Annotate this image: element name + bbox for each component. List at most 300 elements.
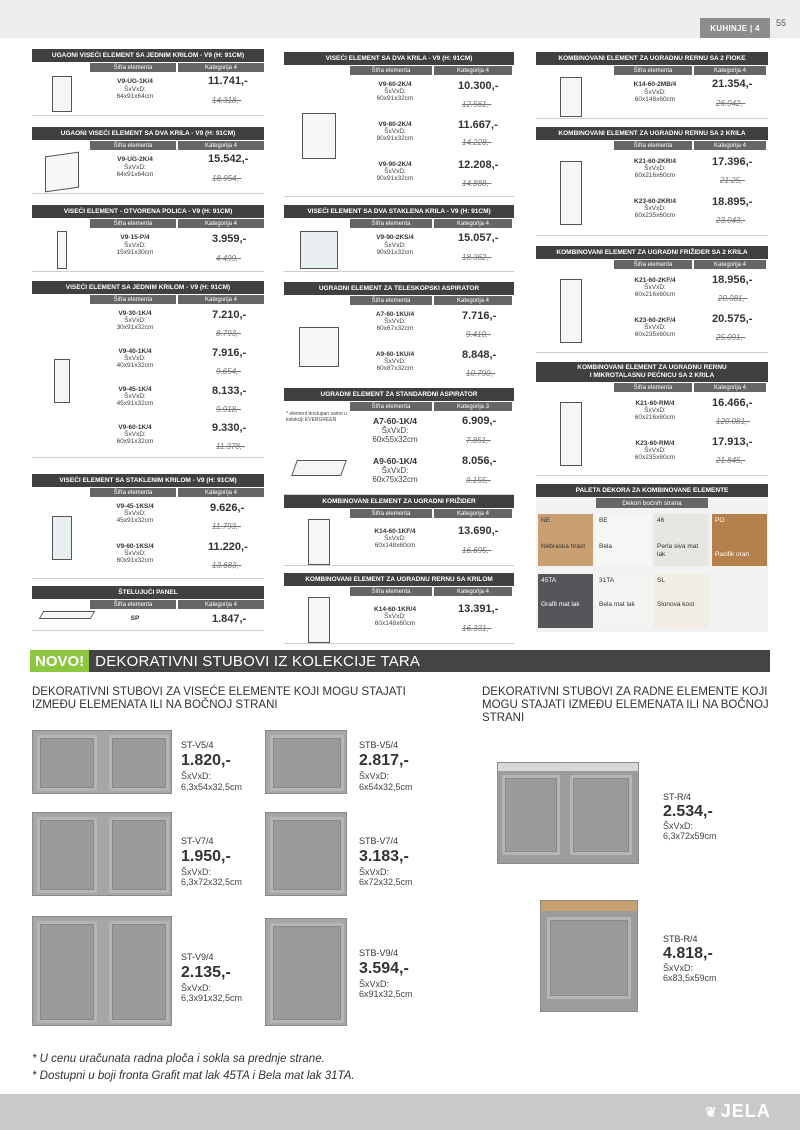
old-price: 8.793,- xyxy=(216,329,241,338)
cabinet-image xyxy=(284,75,354,196)
table-header xyxy=(536,66,768,75)
product-price: 9.626,- xyxy=(210,502,245,514)
product-price: 16.466,- xyxy=(712,397,753,409)
col-code-header: Šifra elementa xyxy=(350,587,432,596)
swatch-code: SL xyxy=(657,577,665,584)
product-dims: 40x91x32cm xyxy=(116,362,154,369)
old-price: 13.683,- xyxy=(212,561,242,570)
section-title xyxy=(536,362,768,382)
table-header xyxy=(284,66,514,75)
section-body xyxy=(284,518,514,566)
col-code-header: Šifra elementa xyxy=(614,383,692,392)
product-dims: 60x216x60cm xyxy=(634,291,676,298)
section-title: KOMBINOVANI ELEMENT ZA UGRADNI FRIŽIDER SA 2 KRILA xyxy=(536,246,768,259)
dims-label: ŠxVxD: xyxy=(384,613,406,620)
section-body xyxy=(32,609,264,631)
swatch-nebraska-hrast xyxy=(538,514,593,566)
col-category-header: Kategorija 4 xyxy=(694,141,766,150)
product-price: 8.848,- xyxy=(462,349,497,361)
col-code-header: Šifra elementa xyxy=(350,296,432,305)
product-code: K23-60-2KF/4 xyxy=(634,317,676,324)
hood-image xyxy=(284,441,354,494)
product-section xyxy=(284,388,514,495)
table-header xyxy=(32,295,264,304)
product-price: 18.895,- xyxy=(712,196,753,208)
product-code: V9-15-P/4 xyxy=(120,234,150,241)
table-header xyxy=(32,141,264,150)
product-code: K14-60-2MB/4 xyxy=(633,81,677,88)
dims-label: ŠxVxD: xyxy=(359,771,390,781)
product-price: 8.133,- xyxy=(212,385,247,397)
old-price: 9.155,- xyxy=(466,476,491,485)
dims-label: ŠxVxD: xyxy=(359,867,390,877)
section-body xyxy=(284,411,514,495)
brand-logo xyxy=(705,1101,771,1122)
swatch-code: 31TA xyxy=(599,577,615,584)
dims-label: ŠxVxD: xyxy=(384,128,406,135)
old-price: 11.793,- xyxy=(212,522,241,531)
product-code: K21-60-2KF/4 xyxy=(634,277,676,284)
product-code: A7-60-1K/4 xyxy=(373,416,417,426)
product-price: 7.916,- xyxy=(212,347,247,359)
column-code: STB-V5/4 xyxy=(359,740,399,750)
column-dims: 6x83,5x59cm xyxy=(663,973,717,983)
col-category-header: Kategorija 3 xyxy=(434,402,512,411)
product-dims: 64x91x64cm xyxy=(116,171,154,178)
brand-name: JELA xyxy=(720,1101,771,1121)
col-code-header: Šifra elementa xyxy=(350,402,432,411)
old-price: 16.331,- xyxy=(462,624,492,633)
section-title: ŠTELUJUĆI PANEL xyxy=(32,586,264,599)
old-price: 10.790,- xyxy=(466,369,496,378)
product-dims: 60x87x32cm xyxy=(376,365,414,372)
col-category-header: Kategorija 4 xyxy=(178,488,264,497)
column-code: ST-V7/4 xyxy=(181,836,214,846)
table-header xyxy=(32,63,264,72)
page-number: 55 xyxy=(776,18,787,28)
cabinet-image xyxy=(536,150,606,235)
dims-label: ŠxVxD: xyxy=(644,284,666,291)
dims-label: ŠxVxD: xyxy=(384,242,406,249)
product-code: K14-60-1KR/4 xyxy=(374,606,416,613)
column-code: ST-R/4 xyxy=(663,792,692,802)
old-price: 7.851,- xyxy=(466,436,491,445)
section-body xyxy=(536,392,768,476)
product-code: K14-60-1KF/4 xyxy=(374,528,416,535)
old-price: 120.081,- xyxy=(716,417,750,426)
product-price: 11.741,- xyxy=(208,75,248,87)
section-body xyxy=(32,304,264,458)
column-dims: 6,3x72x59cm xyxy=(663,831,717,841)
column-price: 3.594,- xyxy=(359,960,409,977)
section-title-line: I MIKROTALASNU PEĆNICU SA 2 KRILA xyxy=(589,372,715,379)
swatch-slonova-kost xyxy=(654,574,709,628)
swatch-code: PO xyxy=(715,517,725,524)
product-price: 18.956,- xyxy=(712,274,753,286)
product-price: 20.575,- xyxy=(712,313,753,325)
dims-label: ŠxVxD: xyxy=(644,447,666,454)
col-category-header: Kategorija 4 xyxy=(178,219,264,228)
base-columns-heading: DEKORATIVNI STUBOVI ZA RADNE ELEMENTE KOJI MOGU STAJATI IZMEĐU ELEMENATA ILI NA BOČNOJ STRANI xyxy=(482,686,769,724)
product-section xyxy=(284,205,514,272)
col-category-header: Kategorija 4 xyxy=(434,509,512,518)
dims-label: ŠxVxD: xyxy=(124,431,146,438)
product-section xyxy=(32,281,264,458)
dims-label: ŠxVxD: xyxy=(644,165,666,172)
col-code-header: Šifra elementa xyxy=(614,141,692,150)
swatch-code: NE xyxy=(541,517,551,524)
product-code: K21-60-2KR/4 xyxy=(634,158,676,165)
col-category-header: Kategorija 4 xyxy=(694,260,766,269)
product-section xyxy=(32,205,264,272)
table-header xyxy=(536,383,768,392)
decor-palette xyxy=(536,484,768,632)
product-code: V9-UG-1K/4 xyxy=(117,78,153,85)
dims-label: ŠxVxD: xyxy=(124,164,146,171)
product-section xyxy=(536,52,768,119)
swatch-name: Perla siva mat lak xyxy=(657,543,699,558)
product-price: 8.056,- xyxy=(462,455,497,467)
section-body xyxy=(284,75,514,197)
dims-label: ŠxVxD: xyxy=(124,355,146,362)
dims-label: ŠxVxD: xyxy=(384,88,406,95)
product-price: 13.690,- xyxy=(458,525,499,537)
col-code-header: Šifra elementa xyxy=(350,219,432,228)
swatch-code: 46 xyxy=(657,517,665,524)
product-dims: 60x235x60cm xyxy=(634,454,676,461)
dims-label: ŠxVxD: xyxy=(381,466,409,475)
swatch-name: Bela mat lak xyxy=(599,601,635,608)
section-body xyxy=(284,305,514,389)
col-category-header: Kategorija 4 xyxy=(434,296,512,305)
dims-label: ŠxVxD: xyxy=(384,168,406,175)
product-price: 15.542,- xyxy=(208,153,249,165)
dims-label: ŠxVxD: xyxy=(644,324,666,331)
product-code: V9-UG-2K/4 xyxy=(117,156,153,163)
product-section xyxy=(536,362,768,476)
column-price: 3.183,- xyxy=(359,848,409,865)
dims-label: ŠxVxD: xyxy=(644,407,666,414)
old-price: 4.499,- xyxy=(216,254,241,263)
old-price: 25.091,- xyxy=(716,333,746,342)
product-dims: 60x55x32cm xyxy=(372,435,418,444)
section-body xyxy=(32,497,264,579)
product-price: 7.210,- xyxy=(212,309,247,321)
section-tab: KUHINJE | 4 xyxy=(700,18,770,38)
col-category-header: Kategorija 4 xyxy=(178,63,264,72)
cabinet-image xyxy=(536,75,606,118)
swatch-bela xyxy=(596,514,651,566)
palette-title: PALETA DEKORA ZA KOMBINOVANE ELEMENTE xyxy=(536,484,768,497)
old-price: 20.081,- xyxy=(718,294,748,303)
product-code: V9-60-2K/4 xyxy=(378,81,412,88)
dims-label: ŠxVxD: xyxy=(124,242,146,249)
column-code: ST-V5/4 xyxy=(181,740,214,750)
section-title: KOMBINOVANI ELEMENT ZA UGRADNU RERNU SA 2 FIOKE xyxy=(536,52,768,65)
col-code-header: Šifra elementa xyxy=(350,509,432,518)
column-price: 4.818,- xyxy=(663,945,713,962)
section-title: VISEĆI ELEMENT SA DVA KRILA - V9 (H: 91CM) xyxy=(284,52,514,65)
product-code: V9-60-1KS/4 xyxy=(116,543,154,550)
old-price: 23.043,- xyxy=(716,216,746,225)
col-category-header: Kategorija 4 xyxy=(434,587,512,596)
column-image-st-v9 xyxy=(32,916,172,1026)
col-category-header: Kategorija 4 xyxy=(178,295,264,304)
product-code: A9-60-1K/4 xyxy=(373,456,417,466)
section-body xyxy=(32,72,264,116)
col-code-header: Šifra elementa xyxy=(90,600,176,609)
product-dims: 60x91x32cm xyxy=(116,557,154,564)
section-body xyxy=(284,228,514,272)
section-title: UGAONI VISEĆI ELEMENT SA DVA KRILA - V9 (H: 91CM) xyxy=(32,127,264,140)
product-price: 21.354,- xyxy=(712,78,753,90)
old-price: 12.561,- xyxy=(462,100,492,109)
column-image-stb-v5 xyxy=(265,730,347,794)
old-price: 14.888,- xyxy=(462,179,492,188)
product-code: K23-60-RM/4 xyxy=(635,440,675,447)
dims-label: ŠxVxD: xyxy=(644,205,666,212)
col-code-header: Šifra elementa xyxy=(350,66,432,75)
column-dims: 6x91x32,5cm xyxy=(359,989,413,999)
table-header xyxy=(536,260,768,269)
old-price: 14.228,- xyxy=(462,138,492,147)
column-code: STB-R/4 xyxy=(663,934,698,944)
col-code-header: Šifra elementa xyxy=(90,295,176,304)
product-dims: 60x148x60cm xyxy=(374,620,416,627)
product-dims: 60x235x60cm xyxy=(634,212,676,219)
palette-subtitle: Dekori bočnih strana xyxy=(596,498,708,508)
product-price: 15.057,- xyxy=(458,232,499,244)
product-code: V9-45-1KS/4 xyxy=(116,503,154,510)
cabinet-image xyxy=(536,269,606,352)
product-section xyxy=(284,495,514,566)
product-code: V9-45-1K/4 xyxy=(118,386,152,393)
product-price: 1.847,- xyxy=(212,613,247,625)
product-price: 11.220,- xyxy=(208,541,248,553)
footer-band xyxy=(0,1094,800,1130)
wall-columns-heading: DEKORATIVNI STUBOVI ZA VISEĆE ELEMENTE KOJI MOGU STAJATI IZMEĐU ELEMENATA ILI NA BOČNOJ STRANI xyxy=(32,686,406,711)
section-body xyxy=(536,269,768,353)
product-dims: 15x91x30cm xyxy=(116,249,154,256)
product-section xyxy=(32,474,264,579)
dims-label: ŠxVxD: xyxy=(124,510,146,517)
novo-badge: NOVO! xyxy=(30,650,89,672)
column-dims: 6x72x32,5cm xyxy=(359,877,413,887)
top-band xyxy=(0,0,800,38)
section-title: UGRADNI ELEMENT ZA STANDARDNI ASPIRATOR xyxy=(284,388,514,401)
swatch-grafit xyxy=(538,574,593,628)
product-price: 13.391,- xyxy=(458,603,499,615)
swatch-code: BE xyxy=(599,517,608,524)
product-section xyxy=(32,127,264,194)
product-price: 9.330,- xyxy=(212,422,247,434)
old-price: 16.695,- xyxy=(462,546,492,555)
section-title: VISEĆI ELEMENT SA JEDNIM KRILOM - V9 (H: 91CM) xyxy=(32,281,264,294)
section-body xyxy=(536,150,768,236)
product-code: V9-80-2K/4 xyxy=(378,121,412,128)
section-title-line: KOMBINOVANI ELEMENT ZA UGRADNU RERNU xyxy=(577,364,727,371)
col-code-header: Šifra elementa xyxy=(90,488,176,497)
section-body xyxy=(32,228,264,272)
col-code-header: Šifra elementa xyxy=(614,260,692,269)
section-title: VISEĆI ELEMENT - OTVORENA POLICA - V9 (H: 91CM) xyxy=(32,205,264,218)
col-category-header: Kategorija 4 xyxy=(178,600,264,609)
product-dims: 60x75x32cm xyxy=(372,475,418,484)
col-category-header: Kategorija 4 xyxy=(434,66,512,75)
product-price: 3.959,- xyxy=(212,233,247,245)
dims-label: ŠxVxD: xyxy=(181,867,212,877)
footnote: * Dostupni u boji fronta Grafit mat lak 45TA i Bela mat lak 31TA. xyxy=(32,1070,355,1082)
table-header xyxy=(284,296,514,305)
column-dims: 6x54x32,5cm xyxy=(359,782,413,792)
section-title: UGRADNI ELEMENT ZA TELESKOPSKI ASPIRATOR xyxy=(284,282,514,295)
product-code: K23-60-2KR/4 xyxy=(634,198,676,205)
banner-title: DEKORATIVNI STUBOVI IZ KOLEKCIJE TARA xyxy=(95,652,421,670)
product-code: A7-60-1KU/4 xyxy=(375,311,415,318)
product-dims: 60x148x60cm xyxy=(374,542,416,549)
swatch-name: Bela xyxy=(599,543,613,550)
old-price: 9.654,- xyxy=(216,367,241,376)
section-title: KOMBINOVANI ELEMENT ZA UGRADNU RERNU SA 2 KRILA xyxy=(536,127,768,140)
product-price: 6.909,- xyxy=(462,415,497,427)
cabinet-image xyxy=(32,228,92,271)
column-code: STB-V9/4 xyxy=(359,948,399,958)
old-price: 26.042,- xyxy=(716,99,746,108)
dims-label: ŠxVxD: xyxy=(124,550,146,557)
cabinet-image xyxy=(32,304,92,457)
column-image-st-v5 xyxy=(32,730,172,794)
section-title: KOMBINOVANI ELEMENT ZA UGRADNU RERNU SA KRILOM xyxy=(284,573,514,586)
product-dims: 60x91x32cm xyxy=(116,438,154,445)
product-section xyxy=(284,282,514,389)
column-price: 2.817,- xyxy=(359,752,409,769)
old-price: 9.410,- xyxy=(466,330,491,339)
column-image-stb-r xyxy=(540,900,638,1012)
table-header xyxy=(32,488,264,497)
column-price: 1.950,- xyxy=(181,848,231,865)
col-category-header: Kategorija 4 xyxy=(178,141,264,150)
product-code: SP xyxy=(130,615,140,622)
product-price: 10.300,- xyxy=(458,80,499,92)
product-dims: 90x91x32cm xyxy=(376,175,414,182)
swatch-code: 45TA xyxy=(541,577,557,584)
cabinet-image xyxy=(284,596,354,643)
swatch-name: Grafit mat lak xyxy=(541,601,580,608)
product-price: 7.716,- xyxy=(462,310,497,322)
product-dims: 45x91x32cm xyxy=(116,517,154,524)
column-price: 2.135,- xyxy=(181,964,231,981)
product-section xyxy=(32,49,264,116)
dims-label: ŠxVxD: xyxy=(124,317,146,324)
cabinet-image xyxy=(32,497,92,578)
old-price: 14.318,- xyxy=(212,96,242,105)
column-image-stb-v7 xyxy=(265,812,347,896)
product-code: V9-30-1K/4 xyxy=(118,310,152,317)
swatch-pacifik-orah xyxy=(712,514,767,566)
product-code: V9-90-2K/4 xyxy=(378,161,412,168)
dims-label: ŠxVxD: xyxy=(384,318,406,325)
section-body xyxy=(284,596,514,644)
product-dims: 90x91x32cm xyxy=(376,249,414,256)
product-price: 12.208,- xyxy=(458,159,499,171)
column-dims: 6,3x91x32,5cm xyxy=(181,993,243,1003)
swatch-perla-siva xyxy=(654,514,709,566)
product-code: V9-40-1K/4 xyxy=(118,348,152,355)
product-price: 17.396,- xyxy=(712,156,753,168)
swatch-name: Nebraska hrast xyxy=(541,543,586,550)
new-products-banner xyxy=(30,650,770,672)
cabinet-image xyxy=(32,150,92,193)
section-title: KOMBINOVANI ELEMENT ZA UGRADNI FRIŽIDER xyxy=(284,495,514,508)
product-code: A9-60-1KU/4 xyxy=(375,351,415,358)
old-price: 9.918,- xyxy=(216,405,241,414)
col-category-header: Kategorija 4 xyxy=(434,219,512,228)
section-title: VISEĆI ELEMENT SA DVA STAKLENA KRILA - V9 (H: 91CM) xyxy=(284,205,514,218)
column-dims: 6,3x54x32,5cm xyxy=(181,782,243,792)
dims-label: ŠxVxD: xyxy=(384,535,406,542)
column-image-stb-v9 xyxy=(265,918,347,1026)
col-code-header: Šifra elementa xyxy=(90,219,176,228)
old-price: 11.378,- xyxy=(216,442,245,451)
product-dims: 64x91x64cm xyxy=(116,93,154,100)
cabinet-image xyxy=(284,518,354,565)
column-price: 1.820,- xyxy=(181,752,231,769)
product-code: V9-90-2KS/4 xyxy=(376,234,414,241)
column-image-st-r xyxy=(497,762,639,864)
availability-note: * element dostupan samo u kolekciji EVERGREEN xyxy=(286,411,347,423)
col-code-header: Šifra elementa xyxy=(90,63,176,72)
product-dims: 60x148x60cm xyxy=(634,96,676,103)
footnote: * U cenu uračunata radna ploča i sokla sa prednje strane. xyxy=(32,1053,325,1065)
cabinet-image xyxy=(32,72,92,115)
column-image-st-v7 xyxy=(32,812,172,896)
cabinet-image xyxy=(284,305,354,388)
leaf-icon: ❦ xyxy=(705,1104,718,1120)
dims-label: ŠxVxD: xyxy=(663,821,694,831)
product-section xyxy=(284,52,514,197)
cabinet-image xyxy=(536,392,606,475)
dims-label: ŠxVxD: xyxy=(124,86,146,93)
dims-label: ŠxVxD: xyxy=(359,979,390,989)
swatch-name: Slonova kost xyxy=(657,601,695,608)
swatch-name: Pacifik orah xyxy=(715,551,749,558)
table-header xyxy=(536,141,768,150)
table-header xyxy=(284,587,514,596)
column-price: 2.534,- xyxy=(663,803,713,820)
column-code: ST-V9/4 xyxy=(181,952,214,962)
product-dims: 60x216x60cm xyxy=(634,172,676,179)
section-body xyxy=(32,150,264,194)
product-section xyxy=(284,573,514,644)
table-header xyxy=(284,219,514,228)
dims-label: ŠxVxD: xyxy=(663,963,694,973)
product-section xyxy=(536,246,768,353)
old-price: 18.954,- xyxy=(212,174,242,183)
dims-label: ŠxVxD: xyxy=(181,771,212,781)
dims-label: ŠxVxD: xyxy=(644,89,666,96)
dims-label: ŠxVxD: xyxy=(181,983,212,993)
product-price: 17.913,- xyxy=(712,436,753,448)
col-code-header: Šifra elementa xyxy=(90,141,176,150)
column-dims: 6,3x72x32,5cm xyxy=(181,877,243,887)
table-header xyxy=(284,402,514,411)
old-price: 21.25,- xyxy=(720,176,745,185)
col-code-header: Šifra elementa xyxy=(614,66,692,75)
section-title: VISEĆI ELEMENT SA STAKLENIM KRILOM - V9 (H: 91CM) xyxy=(32,474,264,487)
product-dims: 45x91x32cm xyxy=(116,400,154,407)
dims-label: ŠxVxD: xyxy=(384,358,406,365)
table-header xyxy=(32,219,264,228)
